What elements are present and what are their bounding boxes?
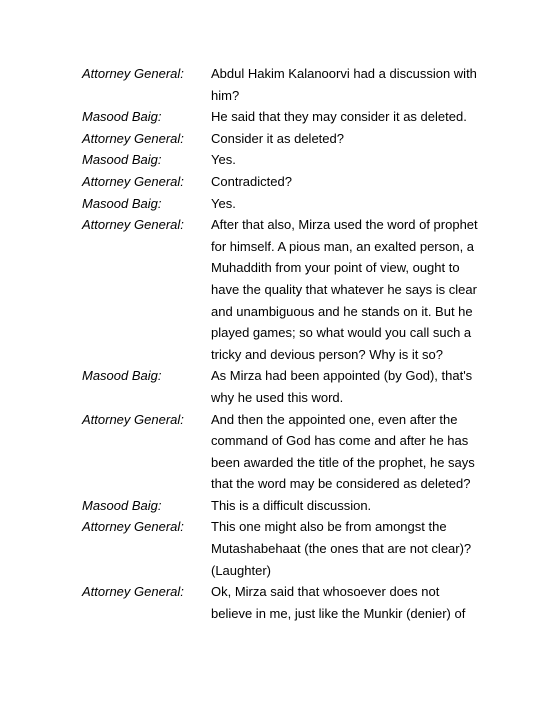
speech-line: believe in me, just like the Munkir (denier) of bbox=[211, 605, 466, 621]
speech-text bbox=[211, 171, 482, 193]
speech-line: and unambiguous and he stands on it. But he bbox=[211, 303, 473, 319]
speech-text bbox=[211, 149, 482, 171]
speech-line: Yes. bbox=[211, 195, 236, 211]
speaker-label: Attorney General: bbox=[82, 173, 184, 189]
transcript-entry bbox=[82, 128, 482, 150]
speech-text bbox=[211, 516, 482, 581]
transcript-entry bbox=[82, 365, 482, 408]
speech-line: command of God has come and after he has bbox=[211, 433, 469, 449]
transcript-entry bbox=[82, 409, 482, 495]
speech-line: Abdul Hakim Kalanoorvi had a discussion with bbox=[211, 66, 477, 81]
speech-text bbox=[211, 128, 482, 150]
transcript-entry bbox=[82, 214, 482, 365]
speaker-label: Attorney General: bbox=[82, 584, 184, 600]
speaker-label: Attorney General: bbox=[82, 130, 184, 146]
speech-text bbox=[211, 495, 482, 517]
speech-line: tricky and devious person? Why is it so? bbox=[211, 346, 443, 362]
speech-line: As Mirza had been appointed (by God), that's bbox=[211, 368, 473, 384]
speech-line: Contradicted? bbox=[211, 173, 292, 189]
speech-line: This one might also be from amongst the bbox=[211, 519, 447, 535]
speech-line: Ok, Mirza said that whosoever does not bbox=[211, 584, 440, 600]
speech-text bbox=[211, 193, 482, 215]
speech-line: Mutashabehaat (the ones that are not clear)? bbox=[211, 541, 472, 557]
transcript-entry bbox=[82, 149, 482, 171]
speaker-label: Masood Baig: bbox=[82, 368, 162, 384]
speaker-label: Masood Baig: bbox=[82, 152, 162, 168]
speech-line: have the quality that whatever he says is clear bbox=[211, 281, 477, 297]
speaker-label: Attorney General: bbox=[82, 66, 184, 81]
speech-line: been awarded the title of the prophet, he says bbox=[211, 454, 475, 470]
speech-line: This is a difficult discussion. bbox=[211, 497, 372, 513]
transcript-entry bbox=[82, 581, 482, 624]
transcript-entry bbox=[82, 106, 482, 128]
speech-text bbox=[211, 365, 482, 408]
speaker-label: Masood Baig: bbox=[82, 109, 162, 125]
transcript-entry bbox=[82, 495, 482, 517]
speech-text bbox=[211, 409, 482, 495]
speech-text bbox=[211, 214, 482, 365]
speech-text bbox=[211, 581, 482, 624]
speech-text bbox=[211, 106, 482, 128]
speech-line: After that also, Mirza used the word of prophet bbox=[211, 217, 478, 233]
speaker-label: Attorney General: bbox=[82, 411, 184, 427]
speech-text bbox=[211, 63, 482, 106]
transcript-entry bbox=[82, 193, 482, 215]
transcript-page bbox=[82, 63, 482, 624]
speaker-label: Attorney General: bbox=[82, 217, 184, 233]
speech-line: Yes. bbox=[211, 152, 236, 168]
speech-line: that the word may be considered as deleted? bbox=[211, 476, 471, 492]
speech-line: Consider it as deleted? bbox=[211, 130, 344, 146]
speaker-label: Masood Baig: bbox=[82, 497, 162, 513]
speech-line: He said that they may consider it as deleted. bbox=[211, 109, 467, 125]
transcript-entry bbox=[82, 63, 482, 106]
speech-line: Muhaddith from your point of view, ought to bbox=[211, 260, 460, 276]
speech-line: And then the appointed one, even after the bbox=[211, 411, 458, 427]
speaker-label: Attorney General: bbox=[82, 519, 184, 535]
speech-line: why he used this word. bbox=[211, 389, 344, 405]
speech-line: him? bbox=[211, 87, 240, 103]
speech-line: for himself. A pious man, an exalted person, a bbox=[211, 238, 475, 254]
transcript-entry bbox=[82, 516, 482, 581]
transcript-entry bbox=[82, 171, 482, 193]
speech-line: played games; so what would you call such a bbox=[211, 325, 472, 341]
speaker-label: Masood Baig: bbox=[82, 195, 162, 211]
speech-line: (Laughter) bbox=[211, 562, 271, 578]
